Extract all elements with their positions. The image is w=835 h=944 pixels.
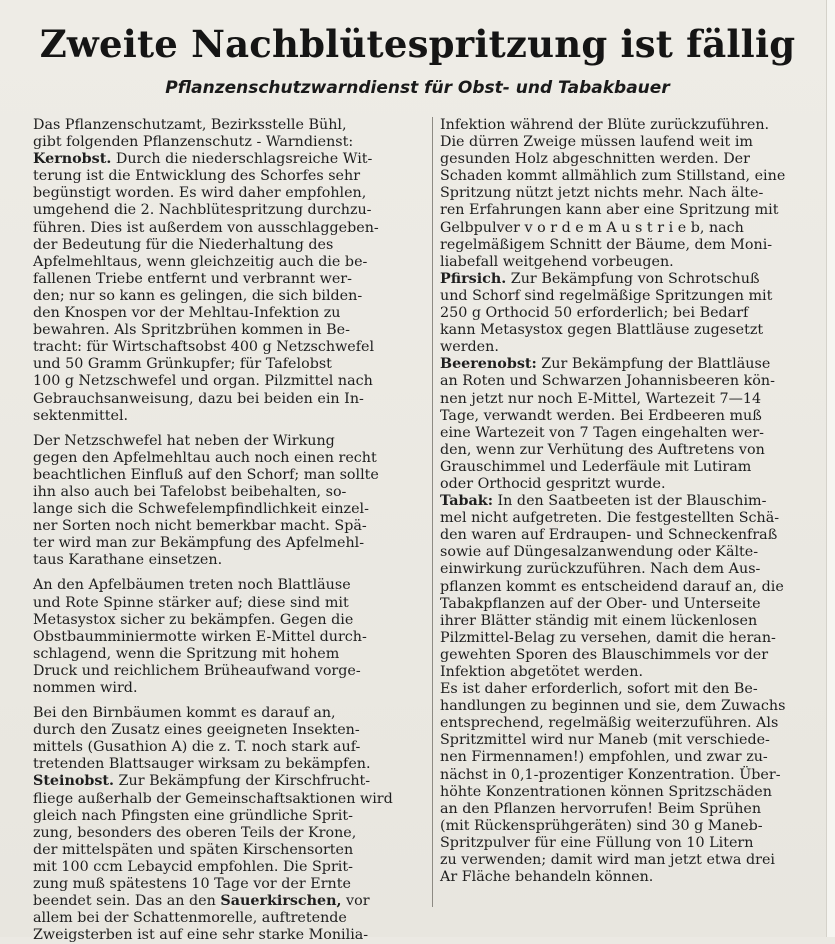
line-text: werden. [440, 339, 499, 356]
line-text: den waren auf Erdraupen- und Schneckenfraß [440, 527, 778, 544]
text-line [440, 613, 822, 630]
text-line [33, 271, 427, 288]
text-line [440, 852, 822, 869]
text-line [33, 791, 427, 808]
line-text: beendet sein. Das an den [33, 893, 221, 910]
text-line [440, 185, 822, 202]
text-line [33, 151, 427, 168]
line-text: pflanzen kommt es entscheidend darauf an, die [440, 578, 784, 595]
text-line [440, 305, 822, 322]
line-text: tretenden Blattsauger wirksam zu bekämpfen. [33, 756, 371, 773]
paragraph-gap [33, 569, 427, 577]
article-subheadline: Pflanzenschutzwarndienst für Obst- und Tabakbauer [165, 78, 670, 98]
line-text: Spritzung nützt jetzt nichts mehr. Nach älte- [440, 185, 764, 202]
line-text: Zur Bekämpfung der Kirschfrucht- [114, 773, 371, 790]
text-line [33, 467, 427, 484]
text-line [33, 322, 427, 339]
line-text: entsprechend, regelmäßig weiterzuführen. Als [440, 715, 779, 732]
line-text: Durch die niederschlagsreiche Wit- [111, 151, 373, 168]
line-text: fallenen Triebe entfernt und verbrannt wer- [33, 270, 352, 287]
text-line [33, 450, 427, 467]
line-text: begünstigt worden. Es wird daher empfohlen, [33, 185, 367, 202]
text-line [440, 134, 822, 151]
line-text: der mittelspäten und späten Kirschensorten [33, 841, 354, 858]
text-line [33, 859, 427, 876]
text-line [440, 202, 822, 219]
line-text: ihrer Blätter ständig mit einem lückenlosen [440, 612, 758, 629]
line-text: Zur Bekämpfung von Schrotschuß [506, 270, 760, 287]
text-line [33, 910, 427, 927]
section-label: Tabak: [440, 493, 493, 510]
text-line [33, 356, 427, 373]
text-line [440, 254, 822, 271]
line-text: umgehend die 2. Nachblütespritzung durchzu- [33, 202, 372, 219]
text-line [33, 577, 427, 594]
section-label: Pfirsich. [440, 270, 507, 287]
line-text: (mit Rückensprühgeräten) sind 30 g Maneb- [440, 817, 763, 834]
line-text: 250 g Orthocid 50 erforderlich; bei Bedarf [440, 305, 749, 322]
line-text: nen Firmennamen!) empfohlen, und zwar zu- [440, 749, 768, 766]
line-text: den; nur so kann es gelingen, die sich bilden- [33, 287, 363, 304]
line-text: Tage, verwandt werden. Bei Erdbeeren muß [440, 407, 762, 424]
line-text: Die dürren Zweige müssen laufend weit im [440, 134, 753, 151]
line-text: oder Orthocid gespritzt wurde. [440, 475, 666, 492]
line-text: nächst in 0,1-prozentiger Konzentration. Über- [440, 766, 781, 783]
text-line [33, 595, 427, 612]
text-line [440, 732, 822, 749]
line-text: gegen den Apfelmehltau auch noch einen recht [33, 449, 377, 466]
line-text: den, wenn zur Verhütung des Auftretens von [440, 441, 765, 458]
line-text: nen jetzt nur noch E-Mittel, Wartezeit 7—14 [440, 390, 762, 407]
text-line [440, 356, 822, 373]
text-line [440, 561, 822, 578]
line-text: handlungen zu beginnen und sie, dem Zuwachs [440, 698, 786, 715]
text-line [440, 442, 822, 459]
text-line [33, 808, 427, 825]
line-text: mittels (Gusathion A) die z. T. noch stark auf- [33, 739, 361, 756]
line-text: Grauschimmel und Lederfäule mit Lutiram [440, 458, 752, 475]
line-text: an den Pflanzen hervorrufen! Beim Sprühen [440, 800, 762, 817]
line-text: den Knospen vor der Mehltau-Infektion zu [33, 305, 341, 322]
text-line [33, 339, 427, 356]
text-line [440, 288, 822, 305]
text-line [440, 647, 822, 664]
text-line [33, 612, 427, 629]
line-text: der Bedeutung für die Niederhaltung des [33, 236, 334, 253]
line-text: sowie auf Düngesalzanwendung oder Kälte- [440, 544, 759, 561]
text-line [33, 722, 427, 739]
line-text: nommen wird. [33, 680, 138, 696]
line-text: zung, besonders des oberen Teils der Krone, [33, 824, 357, 841]
text-line [440, 510, 822, 527]
line-text: Pilzmittel-Belag zu versehen, damit die heran- [440, 629, 776, 646]
text-line [440, 818, 822, 835]
line-text: Spritzmittel wird nur Maneb (mit verschiede- [440, 732, 770, 749]
line-text: Es ist daher erforderlich, sofort mit den Be- [440, 681, 758, 698]
text-line [33, 237, 427, 254]
text-line [440, 869, 822, 886]
text-line [33, 927, 427, 944]
paper-edge [826, 0, 835, 937]
text-line [440, 168, 822, 185]
text-line [440, 527, 822, 544]
text-line [33, 842, 427, 859]
text-line [440, 664, 822, 681]
text-line [33, 391, 427, 408]
line-text: regelmäßigem Schnitt der Bäume, dem Moni- [440, 236, 773, 253]
line-text: beachtlichen Einfluß auf den Schorf; man sollte [33, 466, 379, 483]
line-text: Der Netzschwefel hat neben der Wirkung [33, 432, 335, 449]
line-text: und 50 Gramm Grünkupfer; für Tafelobst [33, 356, 332, 373]
text-line [33, 825, 427, 842]
text-line [33, 408, 427, 425]
line-text: kann Metasystox gegen Blattläuse zugesetzt [440, 322, 764, 339]
text-line [33, 705, 427, 722]
section-label: Sauerkirschen, [220, 893, 342, 910]
section-label: Steinobst. [33, 773, 115, 790]
text-line [440, 339, 822, 356]
text-line [33, 117, 427, 134]
text-line [33, 773, 427, 790]
line-text: Schaden kommt allmählich zum Stillstand, eine [440, 168, 786, 185]
line-text: schlagend, wenn die Spritzung mit hohem [33, 645, 340, 662]
line-text: einwirkung zurückzuführen. Nach dem Aus- [440, 561, 761, 578]
text-line [33, 535, 427, 552]
text-line [33, 646, 427, 663]
column-divider [432, 117, 433, 907]
text-line [440, 237, 822, 254]
text-line [33, 501, 427, 518]
line-text: Apfelmehltaus, wenn gleichzeitig auch die be- [33, 253, 368, 270]
line-text: ren Erfahrungen kann aber eine Spritzung mit [440, 202, 779, 219]
line-text: Das Pflanzenschutzamt, Bezirksstelle Bühl, [33, 117, 347, 133]
line-text: ihn also auch bei Tafelobst beibehalten, so- [33, 483, 347, 500]
section-label: Beerenobst: [440, 356, 537, 373]
text-line [440, 271, 822, 288]
text-line [33, 484, 427, 501]
text-line [440, 493, 822, 510]
text-line [33, 518, 427, 535]
line-text: gewehten Sporen des Blauschimmels vor der [440, 646, 769, 663]
text-line [440, 749, 822, 766]
line-text: Infektion abgetötet werden. [440, 664, 643, 680]
line-text: terung ist die Entwicklung des Schorfes sehr [33, 168, 361, 185]
line-text: allem bei der Schattenmorelle, auftretende [33, 910, 347, 927]
text-line [33, 876, 427, 893]
text-line [440, 322, 822, 339]
line-text: sektenmittel. [33, 407, 129, 424]
line-text: Druck und reichlichem Brüheaufwand vorge- [33, 662, 361, 679]
text-line [33, 202, 427, 219]
line-text: tracht: für Wirtschaftsobst 400 g Netzschwefel [33, 339, 375, 356]
text-line [440, 784, 822, 801]
line-text: 100 g Netzschwefel und organ. Pilzmittel nach [33, 373, 373, 390]
line-text: Ar Fläche behandeln können. [440, 869, 654, 886]
text-line [33, 629, 427, 646]
text-line [33, 220, 427, 237]
line-text: zung muß spätestens 10 Tage vor der Ernte [33, 876, 351, 893]
text-line [33, 254, 427, 271]
text-line [440, 767, 822, 784]
section-label: Kernobst. [33, 151, 112, 168]
text-line [440, 373, 822, 390]
text-line [440, 596, 822, 613]
text-line [33, 893, 427, 910]
text-line [440, 681, 822, 698]
text-line [440, 835, 822, 852]
line-text: eine Wartezeit von 7 Tagen eingehalten wer- [440, 424, 764, 441]
text-line [440, 579, 822, 596]
line-text: fliege außerhalb der Gemeinschaftsaktionen wird [33, 790, 393, 807]
line-text: In den Saatbeeten ist der Blauschim- [492, 493, 767, 510]
text-line [440, 151, 822, 168]
line-text: Spritzpulver für eine Füllung von 10 Litern [440, 834, 754, 851]
text-line [440, 544, 822, 561]
text-line [33, 663, 427, 680]
text-line [33, 739, 427, 756]
line-text: mit 100 ccm Lebaycid empfohlen. Die Sprit- [33, 858, 353, 875]
text-line [440, 220, 822, 237]
line-text: ter wird man zur Bekämpfung des Apfelmehl- [33, 535, 365, 552]
text-line [440, 476, 822, 493]
line-text: ner Sorten noch nicht bemerkbar macht. Spä- [33, 518, 367, 535]
text-line [33, 305, 427, 322]
text-line [440, 425, 822, 442]
line-text: Tabakpflanzen auf der Ober- und Unterseite [440, 595, 761, 612]
line-text: lange sich die Schwefelempfindlichkeit einzel- [33, 501, 369, 518]
line-text: bewahren. Als Spritzbrühen kommen in Be- [33, 322, 350, 339]
line-text: Obstbaumminiermotte wirken E-Mittel durch- [33, 628, 367, 645]
text-line [440, 459, 822, 476]
text-line [33, 433, 427, 450]
line-text: An den Apfelbäumen treten noch Blattläuse [33, 577, 351, 594]
line-text: Zur Bekämpfung der Blattläuse [536, 356, 771, 373]
line-text: Gelbpulver v o r d e m A u s t r i e b, nach [440, 219, 744, 236]
paragraph-gap [33, 425, 427, 433]
line-text: mel nicht aufgetreten. Die festgestellten Schä- [440, 510, 780, 527]
line-text: führen. Dies ist außerdem von ausschlaggeben- [33, 219, 379, 236]
line-text: Infektion während der Blüte zurückzuführen. [440, 117, 770, 133]
text-line [33, 373, 427, 390]
line-text: und Rote Spinne stärker auf; diese sind mit [33, 594, 349, 611]
line-text: zu verwenden; damit wird man jetzt etwa drei [440, 852, 776, 869]
line-text: taus Karathane einsetzen. [33, 552, 223, 569]
line-text: liabefall weitgehend vorbeugen. [440, 253, 674, 270]
line-text: gleich nach Pfingsten eine gründliche Sprit- [33, 807, 353, 824]
article-column-right [440, 117, 822, 886]
text-line [440, 715, 822, 732]
text-line [440, 801, 822, 818]
text-line [33, 168, 427, 185]
line-text: an Roten und Schwarzen Johannisbeeren kön- [440, 373, 775, 390]
article-column-left [33, 117, 427, 944]
text-line [33, 185, 427, 202]
text-line [33, 680, 427, 697]
text-line [33, 552, 427, 569]
line-text: und Schorf sind regelmäßige Spritzungen mit [440, 287, 773, 304]
text-line [440, 630, 822, 647]
line-text: vor [341, 893, 370, 910]
article-headline: Zweite Nachblütespritzung ist fällig [39, 22, 796, 66]
text-line [33, 288, 427, 305]
line-text: Gebrauchsanweisung, dazu bei beiden ein In- [33, 390, 364, 407]
text-line [33, 756, 427, 773]
text-line [440, 391, 822, 408]
text-line [440, 117, 822, 134]
line-text: höhte Konzentrationen können Spritzschäden [440, 783, 772, 800]
line-text: gibt folgenden Pflanzenschutz - Warndienst: [33, 134, 354, 151]
text-line [440, 408, 822, 425]
line-text: Metasystox sicher zu bekämpfen. Gegen die [33, 611, 354, 628]
line-text: gesunden Holz abgeschnitten werden. Der [440, 151, 750, 168]
paragraph-gap [33, 697, 427, 705]
line-text: Bei den Birnbäumen kommt es darauf an, [33, 705, 336, 722]
line-text: durch den Zusatz eines geeigneten Insekten- [33, 722, 360, 739]
line-text: Zweigsterben ist auf eine sehr starke Monilia- [33, 927, 369, 944]
text-line [33, 134, 427, 151]
text-line [440, 698, 822, 715]
